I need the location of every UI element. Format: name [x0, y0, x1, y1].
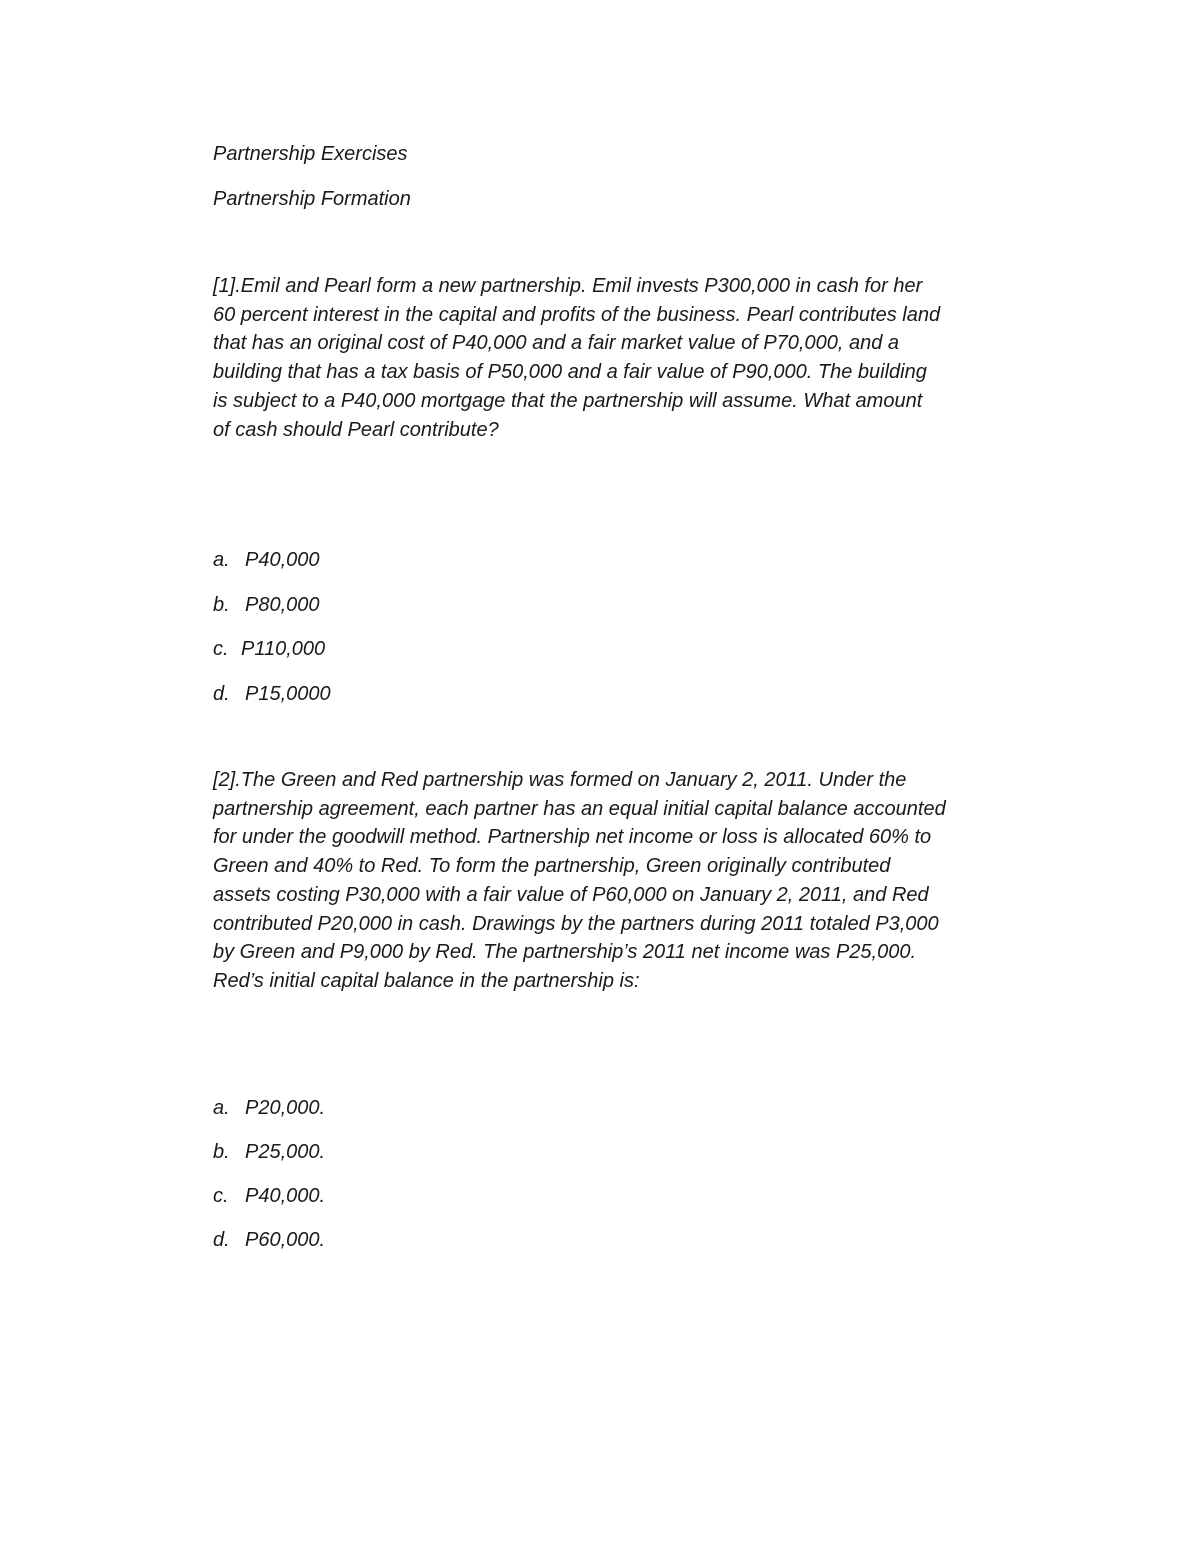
question-line: building that has a tax basis of P50,000 and a fair value of P90,000. The building [213, 361, 927, 384]
option-letter: d. [213, 1229, 230, 1251]
option-letter: d. [213, 683, 230, 705]
option-letter: b. [213, 1141, 230, 1163]
question-1-option-a [213, 548, 320, 572]
section-heading: Partnership Formation [213, 188, 411, 210]
option-letter: a. [213, 549, 230, 571]
question-line: Red’s initial capital balance in the partnership is: [213, 969, 640, 992]
question-1-option-c [213, 637, 325, 661]
question-line: for under the goodwill method. Partnership net income or loss is allocated 60% to [213, 826, 932, 849]
question-line: 60 percent interest in the capital and profits of the business. Pearl contributes land [213, 303, 941, 326]
option-letter: c. [213, 1185, 229, 1207]
question-line: partnership agreement, each partner has an equal initial capital balance accounted [213, 797, 946, 820]
question-2-option-c [213, 1184, 325, 1208]
question-line: assets costing P30,000 with a fair value of P60,000 on January 2, 2011, and Red [213, 883, 929, 906]
question-line: Green and 40% to Red. To form the partnership, Green originally contributed [213, 855, 891, 878]
option-text: P25,000. [245, 1141, 326, 1163]
option-letter: b. [213, 594, 230, 616]
question-line: is subject to a P40,000 mortgage that the partnership will assume. What amount [213, 389, 923, 412]
question-1-text [213, 272, 1063, 444]
option-letter: a. [213, 1097, 230, 1119]
option-letter: c. [213, 638, 229, 660]
question-2-text [213, 766, 1063, 996]
document-title: Partnership Exercises [213, 143, 408, 165]
question-line: [2].The Green and Red partnership was formed on January 2, 2011. Under the [213, 769, 907, 791]
question-line: [1].Emil and Pearl form a new partnership. Emil invests P300,000 in cash for her [213, 275, 923, 297]
question-2-option-a [213, 1096, 325, 1120]
question-line: that has an original cost of P40,000 and a fair market value of P70,000, and a [213, 332, 900, 355]
option-text: P60,000. [245, 1229, 326, 1251]
question-line: contributed P20,000 in cash. Drawings by the partners during 2011 totaled P3,000 [213, 912, 939, 935]
question-2-option-d [213, 1228, 325, 1252]
option-text: P80,000 [245, 594, 320, 616]
option-text: P110,000 [241, 638, 326, 660]
option-text: P15,0000 [245, 683, 331, 705]
option-text: P40,000 [245, 549, 320, 571]
option-text: P40,000. [245, 1185, 326, 1207]
question-line: of cash should Pearl contribute? [213, 418, 499, 441]
question-1-option-b [213, 593, 320, 617]
question-2-option-b [213, 1140, 325, 1164]
question-1-option-d [213, 682, 331, 706]
option-text: P20,000. [245, 1097, 326, 1119]
question-line: by Green and P9,000 by Red. The partnership’s 2011 net income was P25,000. [213, 941, 917, 964]
